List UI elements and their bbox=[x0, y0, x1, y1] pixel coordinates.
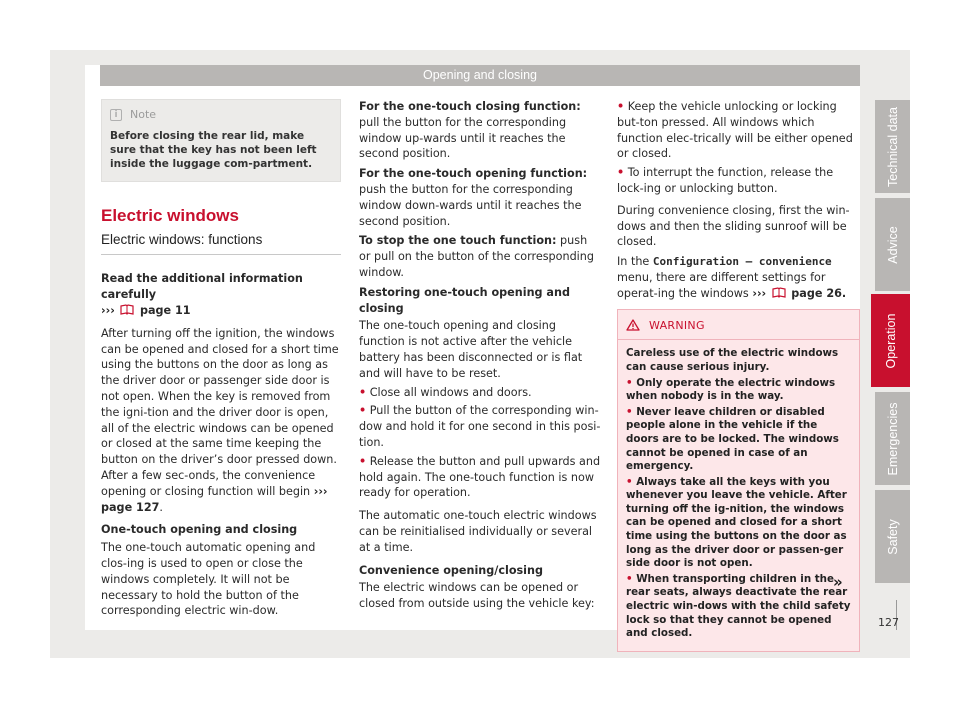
continue-marker: » bbox=[833, 573, 843, 591]
bullet-icon: • bbox=[359, 385, 367, 399]
tab-label: Technical data bbox=[885, 106, 900, 187]
reinit-paragraph: The automatic one-touch electric windows can be reinitialised individually or several at a time. bbox=[359, 509, 597, 554]
column-2 bbox=[359, 99, 602, 619]
read-more-text: Read the additional information carefully bbox=[101, 272, 303, 302]
restoring-paragraph: The one-touch opening and closing function is not active after the vehicle battery has been disconnected or is flat and will have to be reset. bbox=[359, 319, 583, 380]
list-item bbox=[617, 99, 860, 162]
list-item bbox=[617, 165, 860, 197]
book-icon bbox=[120, 304, 134, 315]
stop-label: To stop the one touch function: bbox=[359, 234, 557, 248]
list-item-text: Close all windows and doors. bbox=[369, 385, 532, 399]
list-item-text: To interrupt the function, release the lock-ing or unlocking button. bbox=[617, 166, 834, 195]
tab-label: Safety bbox=[885, 518, 900, 555]
tab-label: Advice bbox=[885, 225, 900, 264]
one-touch-heading: One-touch opening and closing bbox=[101, 523, 298, 537]
list-item-text: When transporting children in the rear seats, always deactivate the rear electric win-dows with the child safety lock so that they cannot be opened and closed. bbox=[626, 572, 851, 640]
closing-text: pull the button for the corresponding window up-wards until it reaches the second position. bbox=[359, 115, 567, 161]
bullet-icon: • bbox=[617, 166, 625, 180]
column-3 bbox=[617, 99, 860, 652]
list-item bbox=[359, 454, 602, 501]
note-header bbox=[110, 107, 332, 123]
list-item bbox=[359, 403, 602, 450]
page-reference-link[interactable]: page 127 bbox=[101, 500, 160, 514]
convenience-heading: Convenience opening/closing bbox=[359, 563, 543, 577]
warning-triangle-icon bbox=[626, 319, 640, 331]
subsection-title: Electric windows: functions bbox=[101, 232, 341, 256]
tab-emergencies[interactable] bbox=[875, 392, 910, 485]
list-item bbox=[626, 377, 851, 404]
list-item-text: Only operate the electric windows when nobody is in the way. bbox=[626, 376, 836, 403]
restoring-heading: Restoring one-touch opening and closing bbox=[359, 285, 570, 315]
section-title: Electric windows bbox=[101, 205, 239, 225]
opening-text: push the button for the corresponding window down-wards until it reaches the second position. bbox=[359, 182, 582, 228]
menu-text: menu, there are different settings for operat-ing the windows bbox=[617, 270, 826, 300]
list-item bbox=[626, 476, 851, 571]
bullet-icon: • bbox=[626, 572, 633, 585]
list-item-text: Release the button and pull upwards and hold again. The one-touch function is now ready for operation. bbox=[359, 454, 601, 500]
menu-paragraph bbox=[617, 254, 860, 301]
ignition-text: After turning off the ignition, the windows can be opened and closed for a short time using the buttons on the door as long as the driver door or passenger side door is not open. When the key is removed from the igni-tion and the driver door is open, all of the electric windows can be opened or closed at the same time keeping the button on the driver’s door pressed down. After a few sec-onds, the convenience opening or closing function will begin bbox=[101, 326, 339, 498]
book-icon bbox=[772, 287, 786, 298]
list-item-text: Keep the vehicle unlocking or locking but-ton pressed. All windows which function elec-trically will be either opened or closed. bbox=[617, 100, 853, 161]
note-box bbox=[101, 99, 341, 182]
bullet-icon: • bbox=[359, 404, 367, 418]
warning-header bbox=[618, 310, 859, 341]
closing-paragraph bbox=[359, 99, 602, 162]
warning-intro: Careless use of the electric windows can cause serious injury. bbox=[626, 347, 839, 373]
bullet-icon: • bbox=[626, 475, 633, 488]
bullet-icon: • bbox=[626, 405, 633, 418]
bullet-icon: • bbox=[359, 454, 367, 468]
warning-body bbox=[618, 340, 859, 650]
reference-arrow: ››› bbox=[313, 484, 328, 498]
list-item bbox=[626, 406, 851, 474]
stop-text: push or pull on the button of the corresponding window. bbox=[359, 234, 594, 279]
in-the-text: In the bbox=[617, 255, 650, 269]
tab-safety[interactable] bbox=[875, 490, 910, 583]
page-number: 127 bbox=[878, 616, 899, 629]
one-touch-paragraph: The one-touch automatic opening and clos-ing is used to open or close the windows completely. It will not be necessary to hold the button of the corresponding electric win-dow. bbox=[101, 541, 316, 618]
page-header: Opening and closing bbox=[100, 65, 860, 86]
tab-operation[interactable] bbox=[871, 294, 910, 387]
list-item bbox=[359, 385, 602, 401]
stop-paragraph bbox=[359, 233, 602, 280]
tab-technical-data[interactable] bbox=[875, 100, 910, 193]
tab-label: Operation bbox=[883, 313, 898, 368]
warning-box bbox=[617, 309, 860, 652]
column-1 bbox=[101, 99, 341, 626]
tab-label: Emergencies bbox=[885, 402, 900, 475]
read-more-paragraph bbox=[101, 271, 341, 318]
list-item-text: Never leave children or disabled people alone in the vehicle if the doors are to be locked. The windows cannot be opened in case of an emergency. bbox=[626, 405, 839, 473]
ignition-paragraph: After turning off the ignition, the windows can be opened and closed for a short time using the buttons on the door as long as the driver door or passenger side door is not open. When the key is removed from the igni-tion and the driver door is open, all of the electric windows can be opened or closed at the same time keeping the button on the driver’s door pressed down. After a few sec-onds, the convenience opening or closing function will begin ››› page 127. bbox=[101, 326, 339, 514]
warning-label: WARNING bbox=[649, 318, 705, 332]
note-label: Note bbox=[130, 108, 157, 121]
tab-advice[interactable] bbox=[875, 198, 910, 291]
list-item bbox=[626, 573, 851, 641]
reference-arrow: ››› bbox=[752, 286, 767, 300]
page-reference-link[interactable]: page 11 bbox=[139, 303, 191, 317]
during-paragraph: During convenience closing, first the win-dows and then the sliding sunroof will be closed. bbox=[617, 203, 850, 249]
reference-arrow: ››› bbox=[101, 303, 115, 317]
menu-name: Configuration – convenience bbox=[652, 255, 832, 269]
opening-label: For the one-touch opening function: bbox=[359, 167, 588, 181]
bullet-icon: • bbox=[626, 376, 633, 389]
closing-label: For the one-touch closing function: bbox=[359, 100, 581, 113]
page-reference-link[interactable]: page 26. bbox=[791, 286, 847, 300]
info-icon: i bbox=[110, 109, 122, 121]
bullet-icon: • bbox=[617, 100, 625, 113]
list-item-text: Always take all the keys with you whenever you leave the vehicle. After turning off the ig-nition, the windows can be opened and closed for a short time using the buttons on the door as long as the driver door or passen-ger side door is not open. bbox=[626, 475, 847, 570]
note-text: Before closing the rear lid, make sure that the key has not been left inside the luggage com-partment. bbox=[110, 129, 317, 170]
convenience-paragraph: The electric windows can be opened or closed from outside using the vehicle key: bbox=[359, 581, 595, 611]
opening-paragraph bbox=[359, 166, 602, 229]
list-item-text: Pull the button of the corresponding win-dow and hold it for one second in this posi-tion. bbox=[359, 404, 601, 449]
